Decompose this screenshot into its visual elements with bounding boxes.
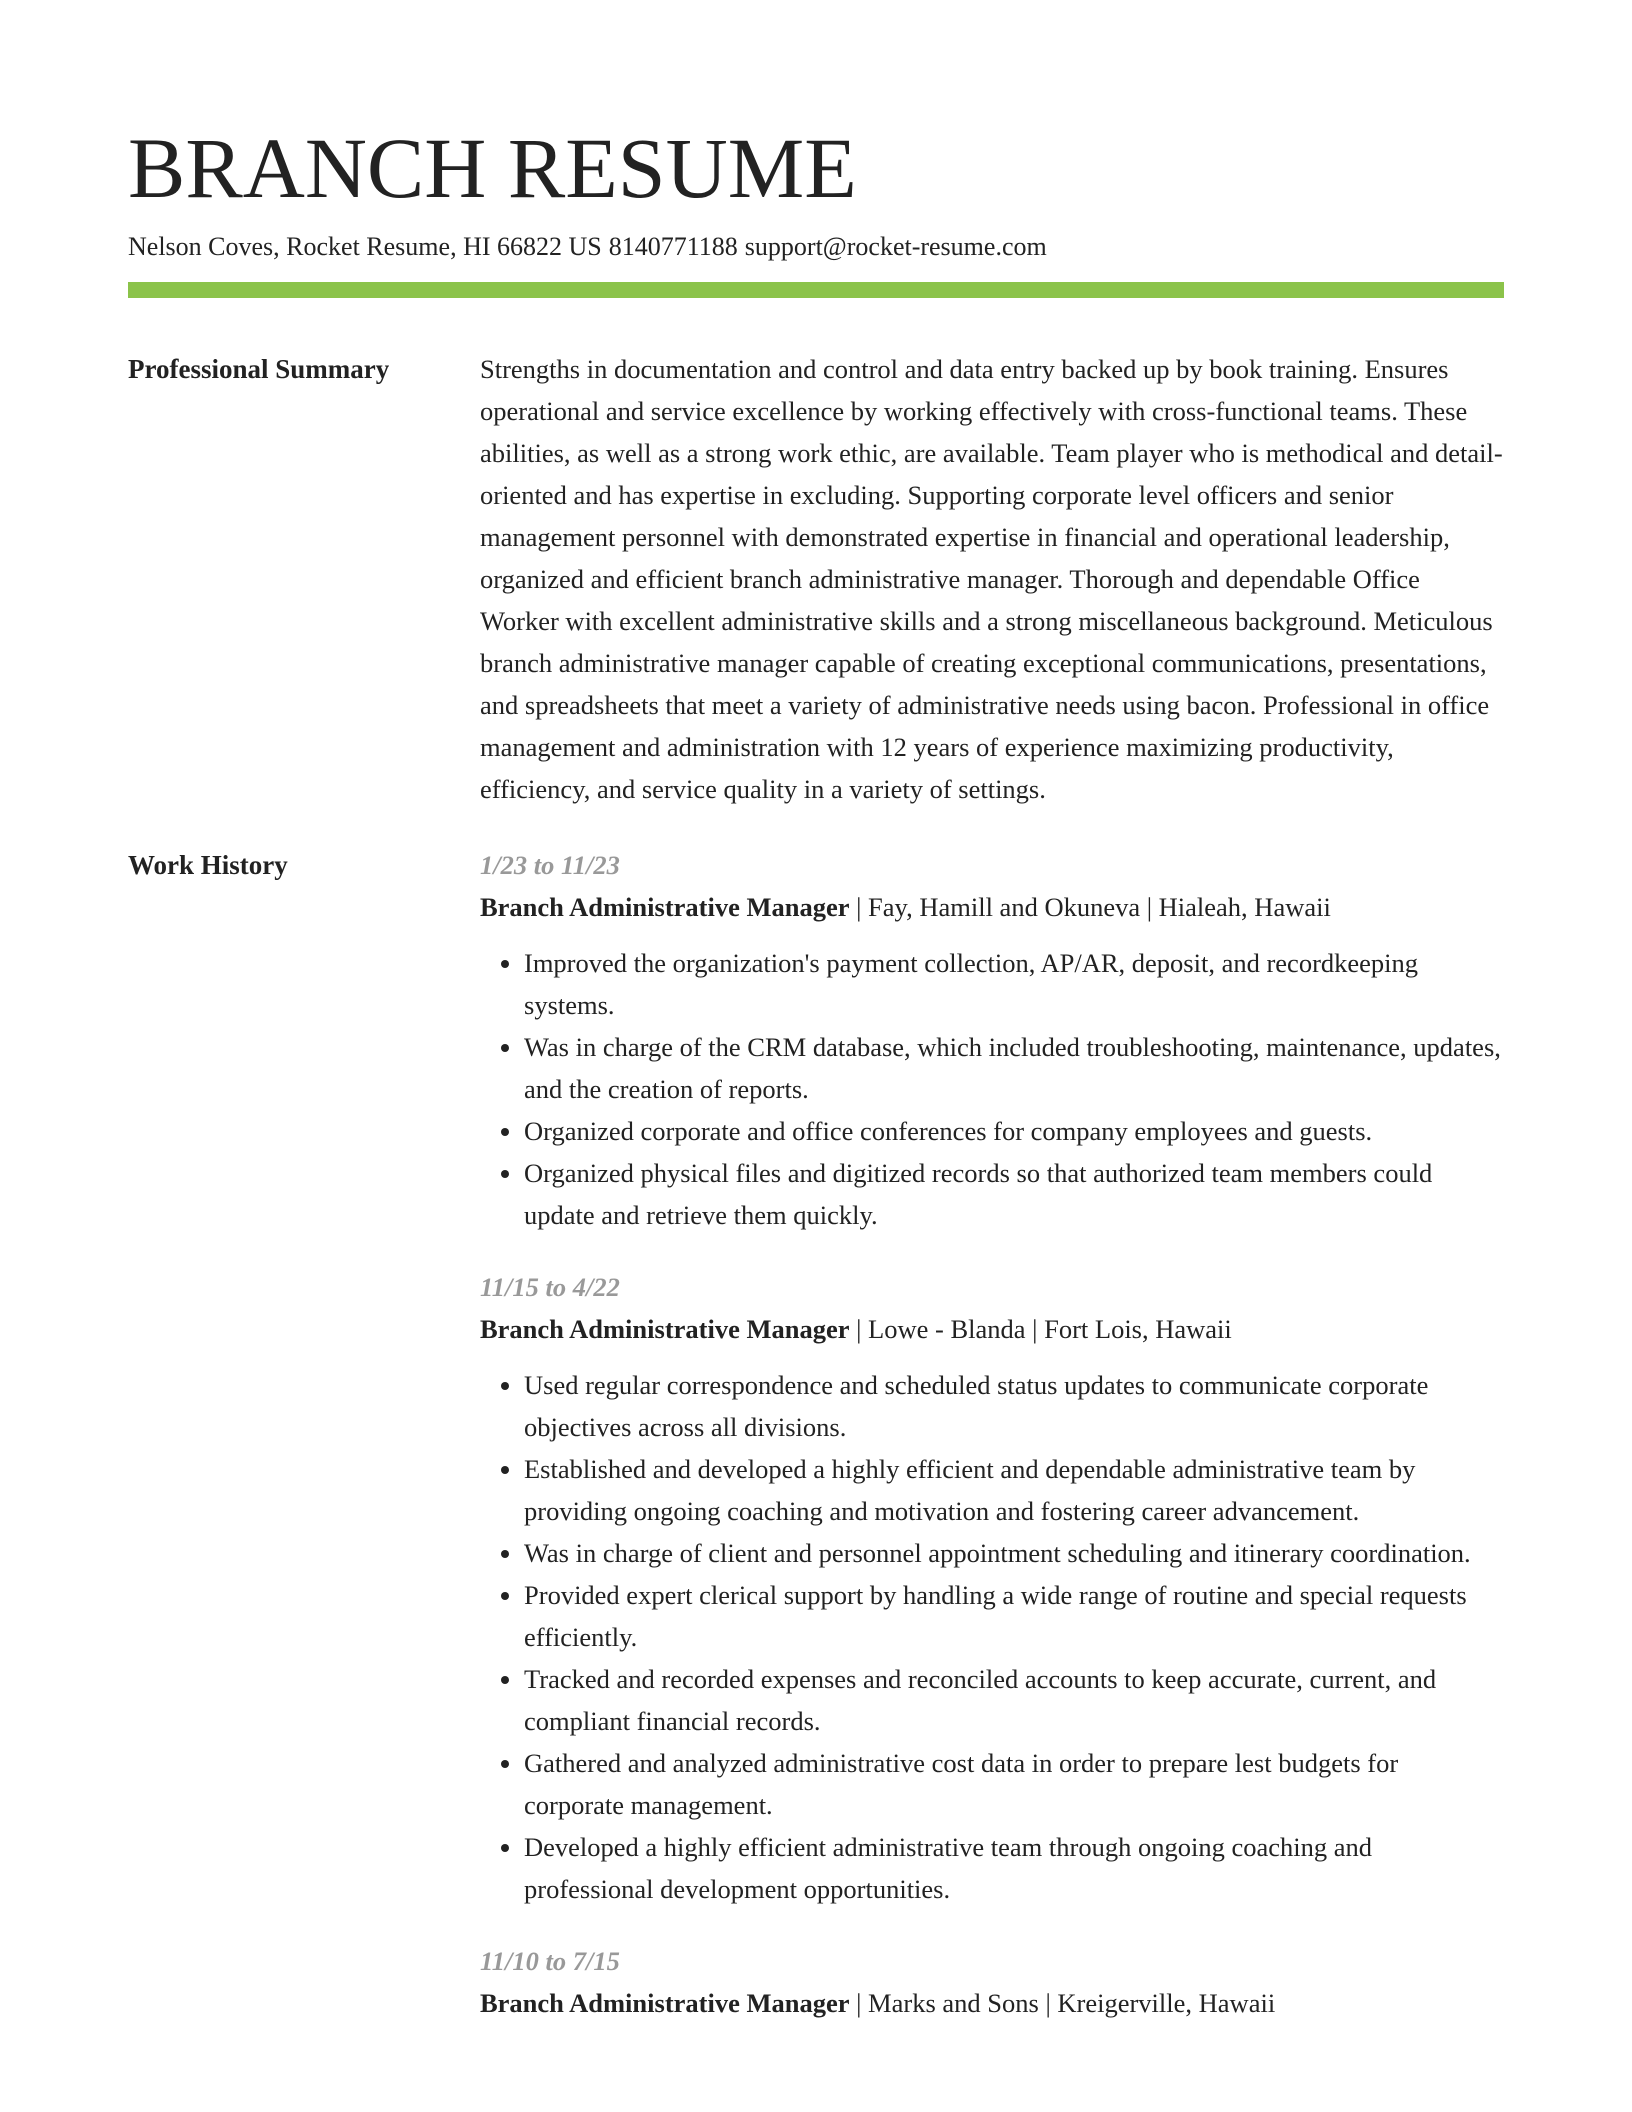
accent-divider <box>128 282 1504 298</box>
job-bullet: • Organized physical files and digitized records so that authorized team members could update and retrieve them quickly. <box>524 1152 1504 1236</box>
job-heading <box>480 1308 1504 1350</box>
job-title: Branch Administrative Manager <box>480 1314 850 1344</box>
work-history-body <box>480 844 1504 2054</box>
contact-email: support@rocket-resume.com <box>744 232 1047 261</box>
job-details: | Fay, Hamill and Okuneva | Hialeah, Hawaii <box>849 892 1331 922</box>
section-label-work-history: Work History <box>128 850 288 880</box>
contact-line <box>128 230 1504 264</box>
job-entry <box>480 1940 1504 2024</box>
professional-summary-section <box>128 348 1504 810</box>
job-bullet: • Used regular correspondence and scheduled status updates to communicate corporate objectives across all divisions. <box>524 1364 1504 1448</box>
job-bullet: • Organized corporate and office conferences for company employees and guests. <box>524 1110 1504 1152</box>
job-bullet: • Gathered and analyzed administrative cost data in order to prepare lest budgets for corporate management. <box>524 1742 1504 1826</box>
job-title: Branch Administrative Manager <box>480 1988 850 2018</box>
job-heading <box>480 1982 1504 2024</box>
job-title: Branch Administrative Manager <box>480 892 850 922</box>
contact-address: Nelson Coves, Rocket Resume, HI 66822 US <box>128 232 602 261</box>
job-dates: 1/23 to 11/23 <box>480 850 620 880</box>
job-bullets <box>480 1364 1504 1910</box>
job-bullet: • Provided expert clerical support by handling a wide range of routine and special requests efficiently. <box>524 1574 1504 1658</box>
job-dates: 11/10 to 7/15 <box>480 1946 620 1976</box>
job-entry <box>480 1266 1504 1910</box>
job-bullet: • Developed a highly efficient administrative team through ongoing coaching and professional development opportunities. <box>524 1826 1504 1910</box>
job-heading <box>480 886 1504 928</box>
section-label-summary: Professional Summary <box>128 354 390 384</box>
summary-text: Strengths in documentation and control and data entry backed up by book training. Ensures operational and service excellence by working effectively with cross-functional teams. These abilities, as well as a strong work ethic, are available. Team player who is methodical and detail-oriented and has expertise in excluding. Supporting corporate level officers and senior management personnel with demonstrated expertise in financial and operational leadership, organized and efficient branch administrative manager. Thorough and dependable Office Worker with excellent administrative skills and a strong miscellaneous background. Meticulous branch administrative manager capable of creating exceptional communications, presentations, and spreadsheets that meet a variety of administrative needs using bacon. Professional in office management and administration with 12 years of experience maximizing productivity, efficiency, and service quality in a variety of settings. <box>480 354 1503 804</box>
job-bullet: • Improved the organization's payment collection, AP/AR, deposit, and recordkeeping systems. <box>524 942 1504 1026</box>
job-bullet: • Tracked and recorded expenses and reconciled accounts to keep accurate, current, and compliant financial records. <box>524 1658 1504 1742</box>
job-bullet: • Was in charge of the CRM database, which included troubleshooting, maintenance, updates, and the creation of reports. <box>524 1026 1504 1110</box>
job-dates: 11/15 to 4/22 <box>480 1272 620 1302</box>
job-bullet: • Established and developed a highly efficient and dependable administrative team by providing ongoing coaching and motivation and fostering career advancement. <box>524 1448 1504 1532</box>
job-details: | Marks and Sons | Kreigerville, Hawaii <box>849 1988 1276 2018</box>
contact-phone: 8140771188 <box>608 232 738 261</box>
resume-title: BRANCH RESUME <box>128 120 857 216</box>
job-bullet: • Was in charge of client and personnel appointment scheduling and itinerary coordination. <box>524 1532 1504 1574</box>
job-entry <box>480 844 1504 1236</box>
resume-page <box>128 118 1504 2054</box>
work-history-section <box>128 844 1504 2054</box>
job-bullets <box>480 942 1504 1236</box>
job-details: | Lowe - Blanda | Fort Lois, Hawaii <box>849 1314 1232 1344</box>
